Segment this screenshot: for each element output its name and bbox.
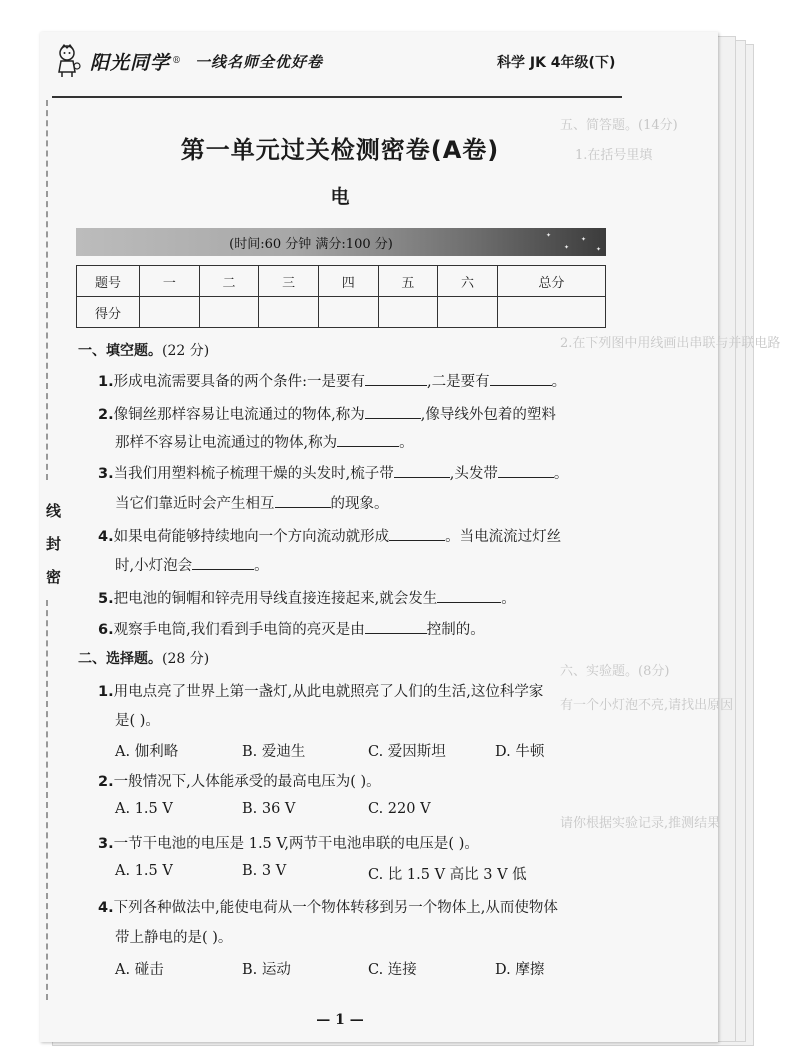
subject-grade-label: 科学 JK 4年级(下) xyxy=(497,55,616,71)
question-text: 形成电流需要具备的两个条件:一是要有 xyxy=(113,374,365,390)
brand-slogan: 一线名师全优好卷 xyxy=(195,52,324,71)
score-input-cell[interactable] xyxy=(497,297,605,328)
option-c[interactable]: C. 220 V xyxy=(368,801,431,817)
question-text: 如果电荷能够持续地向一个方向流动就形成 xyxy=(113,529,390,545)
binding-label: 线 xyxy=(46,502,62,520)
question-text: 观察手电筒,我们看到手电筒的亮灭是由 xyxy=(113,622,365,638)
question-text: 。 xyxy=(254,558,269,574)
question-number: 5. xyxy=(98,591,114,607)
question-number: 1. xyxy=(98,684,114,700)
option-a[interactable]: A. 1.5 V xyxy=(115,801,173,817)
table-cell: 一 xyxy=(140,266,200,297)
question-continuation xyxy=(115,492,389,513)
question-number: 4. xyxy=(98,529,114,545)
binding-dashed-line xyxy=(46,600,48,1000)
answer-blank[interactable] xyxy=(394,463,450,478)
mascot-logo-icon xyxy=(52,44,82,78)
question-text: 时,小灯泡会 xyxy=(115,558,193,574)
question-text: 像铜丝那样容易让电流通过的物体,称为 xyxy=(113,407,365,423)
table-cell: 二 xyxy=(199,266,259,297)
answer-blank[interactable] xyxy=(192,555,254,570)
section-points: (28 分) xyxy=(162,651,210,667)
score-input-cell[interactable] xyxy=(259,297,319,328)
question-text: 。 xyxy=(553,466,569,482)
table-cell: 题号 xyxy=(77,266,140,297)
star-icon: ✦ xyxy=(596,246,602,253)
show-through-text: 1.在括号里填 xyxy=(575,148,653,163)
question-text: 是( )。 xyxy=(115,713,160,729)
answer-blank[interactable] xyxy=(498,463,554,478)
exam-info-banner xyxy=(76,228,606,256)
star-icon: ✦ xyxy=(581,236,587,243)
question-number: 3. xyxy=(98,466,114,482)
answer-blank[interactable] xyxy=(337,432,399,447)
question-text: 当我们用塑料梳子梳理干燥的头发时,梳子带 xyxy=(113,466,394,482)
star-icon: ✦ xyxy=(546,232,552,239)
question-continuation xyxy=(115,709,160,730)
question-continuation xyxy=(115,926,232,947)
option-a[interactable]: A. 伽利略 xyxy=(115,744,179,760)
question xyxy=(98,618,485,639)
option-a[interactable]: A. 1.5 V xyxy=(115,863,173,879)
option-c[interactable]: C. 比 1.5 V 高比 3 V 低 xyxy=(368,867,527,883)
question-text: 。 xyxy=(551,374,567,390)
question-text: ,像导线外包着的塑料 xyxy=(420,407,556,423)
table-cell: 四 xyxy=(318,266,378,297)
section-heading xyxy=(78,648,209,668)
section-points: (22 分) xyxy=(162,343,210,359)
question xyxy=(98,525,561,546)
show-through-text: 六、实验题。(8分) xyxy=(560,664,670,679)
question-text: 下列各种做法中,能使电荷从一个物体转移到另一个物体上,从而使物体 xyxy=(113,900,558,916)
page-number: — 1 — xyxy=(316,1012,364,1028)
question-text: 一般情况下,人体能承受的最高电压为( )。 xyxy=(113,774,381,790)
question-continuation xyxy=(115,554,269,575)
score-input-cell[interactable] xyxy=(199,297,259,328)
table-cell: 总分 xyxy=(497,266,605,297)
option-b[interactable]: B. 36 V xyxy=(242,801,296,817)
show-through-text: 请你根据实验记录,推测结果 xyxy=(560,816,721,831)
answer-blank[interactable] xyxy=(437,588,501,603)
question-number: 2. xyxy=(98,407,114,423)
question-number: 1. xyxy=(98,374,114,390)
option-b[interactable]: B. 爱迪生 xyxy=(242,744,306,760)
answer-blank[interactable] xyxy=(389,526,445,541)
question-text: 那样不容易让电流通过的物体,称为 xyxy=(115,435,338,451)
section-heading xyxy=(78,340,209,360)
binding-dashed-line xyxy=(46,100,48,480)
option-a[interactable]: A. 碰击 xyxy=(115,962,164,978)
score-input-cell[interactable] xyxy=(318,297,378,328)
answer-blank[interactable] xyxy=(490,371,552,386)
question xyxy=(98,403,556,424)
show-through-text: 有一个小灯泡不亮,请找出原因 xyxy=(560,698,734,713)
question-text: 把电池的铜帽和锌壳用导线直接连接起来,就会发生 xyxy=(113,591,438,607)
option-d[interactable]: D. 牛顿 xyxy=(495,744,545,760)
table-cell: 得分 xyxy=(77,297,140,328)
question-text: 。 xyxy=(399,435,414,451)
question xyxy=(98,896,558,917)
question-text: ,二是要有 xyxy=(427,374,490,390)
answer-blank[interactable] xyxy=(275,493,331,508)
page-title: 第一单元过关检测密卷(A卷) xyxy=(180,136,500,164)
question-text: 带上静电的是( )。 xyxy=(115,930,233,946)
star-icon: ✦ xyxy=(564,244,570,251)
option-b[interactable]: B. 运动 xyxy=(242,962,291,978)
question xyxy=(98,832,479,853)
question xyxy=(98,462,568,483)
header-divider xyxy=(52,96,622,98)
question-number: 2. xyxy=(98,774,114,790)
answer-blank[interactable] xyxy=(365,404,421,419)
show-through-text: 五、简答题。(14分) xyxy=(560,118,678,133)
question-text: 当它们靠近时会产生相互 xyxy=(115,496,275,512)
question-number: 6. xyxy=(98,622,114,638)
registered-mark: ® xyxy=(172,56,182,66)
question-text: 一节干电池的电压是 1.5 V,两节干电池串联的电压是( )。 xyxy=(113,836,479,852)
option-c[interactable]: C. 连接 xyxy=(368,962,417,978)
question xyxy=(98,770,381,791)
binding-label: 封 xyxy=(46,535,62,553)
score-table-score-row xyxy=(77,297,606,328)
question-text: ,头发带 xyxy=(449,466,498,482)
answer-blank[interactable] xyxy=(365,371,427,386)
section-title: 二、选择题。 xyxy=(78,651,162,667)
question-number: 4. xyxy=(98,900,114,916)
question-text: 。当电流流过灯丝 xyxy=(445,529,562,545)
unit-title: 电 xyxy=(330,186,350,208)
option-b[interactable]: B. 3 V xyxy=(242,863,287,879)
table-cell: 五 xyxy=(378,266,438,297)
question-continuation xyxy=(115,431,414,452)
score-input-cell[interactable] xyxy=(140,297,200,328)
exam-info: (时间:60 分钟 满分:100 分) xyxy=(229,237,393,252)
question-number: 3. xyxy=(98,836,114,852)
question xyxy=(98,370,566,391)
score-table xyxy=(76,265,606,328)
show-through-text: 2.在下列图中用线画出串联与并联电路 xyxy=(560,336,781,351)
question xyxy=(98,680,543,701)
table-cell: 六 xyxy=(438,266,498,297)
question-text: 。 xyxy=(501,591,516,607)
score-input-cell[interactable] xyxy=(438,297,498,328)
question-text: 控制的。 xyxy=(426,622,485,638)
binding-label: 密 xyxy=(46,568,62,586)
question-text: 用电点亮了世界上第一盏灯,从此电就照亮了人们的生活,这位科学家 xyxy=(113,684,544,700)
score-input-cell[interactable] xyxy=(378,297,438,328)
option-c[interactable]: C. 爱因斯坦 xyxy=(368,744,446,760)
answer-blank[interactable] xyxy=(365,619,427,634)
section-title: 一、填空题。 xyxy=(78,343,162,359)
question xyxy=(98,587,516,608)
table-cell: 三 xyxy=(259,266,319,297)
question-text: 的现象。 xyxy=(330,496,389,512)
brand-name: 阳光同学 xyxy=(90,51,171,74)
header-brand xyxy=(52,46,323,76)
score-table-header-row xyxy=(77,266,606,297)
option-d[interactable]: D. 摩擦 xyxy=(495,962,545,978)
